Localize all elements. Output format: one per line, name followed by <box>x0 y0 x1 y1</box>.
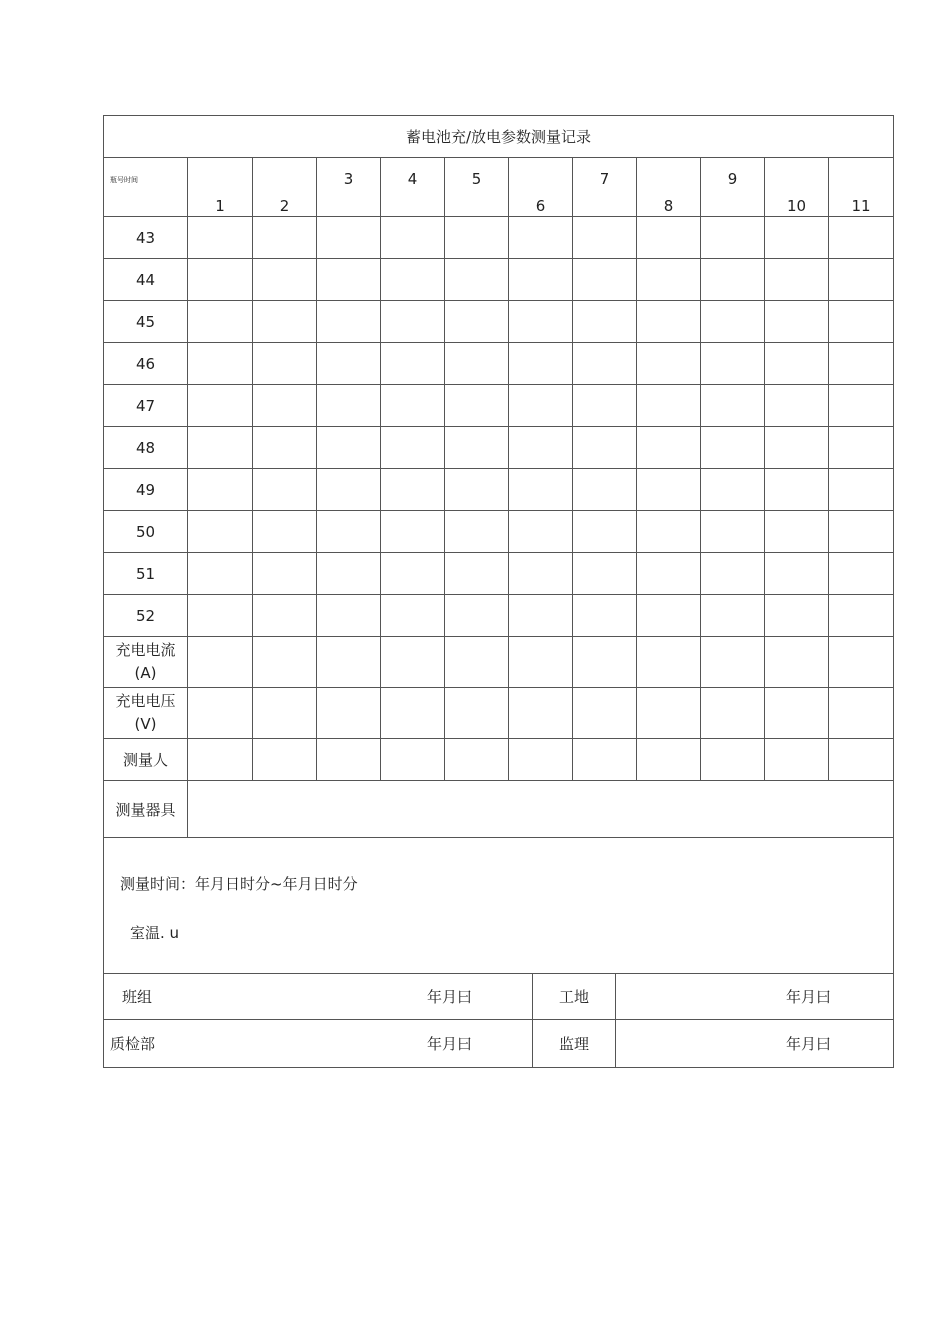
input-cell[interactable] <box>701 259 765 301</box>
input-cell[interactable] <box>701 595 765 637</box>
corner-header: 瓶号时间 <box>104 158 188 217</box>
input-cell[interactable] <box>253 553 317 595</box>
input-cell[interactable] <box>317 511 381 553</box>
input-cell[interactable] <box>381 511 445 553</box>
input-cell[interactable] <box>381 553 445 595</box>
notes-cell <box>104 838 894 974</box>
battery-number: 46 <box>104 343 188 385</box>
table-row <box>104 343 894 385</box>
table-row <box>104 427 894 469</box>
input-cell[interactable] <box>573 385 637 427</box>
input-cell[interactable] <box>573 637 637 688</box>
input-cell[interactable] <box>317 385 381 427</box>
input-cell[interactable] <box>829 739 894 781</box>
table-title: 蓄电池充/放电参数测量记录 <box>104 116 894 158</box>
input-cell[interactable] <box>381 259 445 301</box>
input-cell[interactable] <box>445 259 509 301</box>
input-cell[interactable] <box>253 511 317 553</box>
input-cell[interactable] <box>637 259 701 301</box>
input-cell[interactable] <box>188 469 253 511</box>
input-cell[interactable] <box>317 301 381 343</box>
charge-voltage-unit: (V) <box>134 715 157 733</box>
team-label: 班组 <box>104 974 274 1020</box>
supervisor-date: 年月曰 <box>616 1020 894 1068</box>
battery-number: 45 <box>104 301 188 343</box>
table-row <box>104 301 894 343</box>
input-cell[interactable] <box>573 217 637 259</box>
room-temp-text: 室温. u <box>130 924 180 942</box>
input-cell[interactable] <box>253 385 317 427</box>
input-cell[interactable] <box>445 511 509 553</box>
input-cell[interactable] <box>829 511 894 553</box>
charge-current-text: 充电电流 <box>115 641 176 659</box>
input-cell[interactable] <box>381 427 445 469</box>
input-cell[interactable] <box>381 301 445 343</box>
input-cell[interactable] <box>253 469 317 511</box>
input-cell[interactable] <box>829 385 894 427</box>
team-date: 年月曰 <box>274 974 533 1020</box>
input-cell[interactable] <box>188 739 253 781</box>
battery-number: 44 <box>104 259 188 301</box>
input-cell[interactable] <box>445 553 509 595</box>
input-cell[interactable] <box>829 688 894 739</box>
input-cell[interactable] <box>765 511 829 553</box>
instruments-label: 测量器具 <box>104 781 188 838</box>
charge-current-unit: (A) <box>134 664 157 682</box>
charge-voltage-label <box>104 688 188 739</box>
input-cell[interactable] <box>381 343 445 385</box>
input-cell[interactable] <box>253 301 317 343</box>
signature-table <box>103 973 894 1068</box>
input-cell[interactable] <box>829 343 894 385</box>
site-date: 年月曰 <box>616 974 894 1020</box>
table-row <box>104 469 894 511</box>
input-cell[interactable] <box>445 301 509 343</box>
input-cell[interactable] <box>637 595 701 637</box>
input-cell[interactable] <box>445 343 509 385</box>
record-sheet <box>103 115 893 1068</box>
input-cell[interactable] <box>188 427 253 469</box>
table-row <box>104 595 894 637</box>
input-cell[interactable] <box>188 301 253 343</box>
input-cell[interactable] <box>317 637 381 688</box>
input-cell[interactable] <box>765 553 829 595</box>
input-cell[interactable] <box>701 301 765 343</box>
input-cell[interactable] <box>573 511 637 553</box>
input-cell[interactable] <box>381 385 445 427</box>
column-header: 11 <box>829 158 894 217</box>
table-row <box>104 511 894 553</box>
input-cell[interactable] <box>573 595 637 637</box>
input-cell[interactable] <box>317 427 381 469</box>
qc-date: 年月曰 <box>274 1020 533 1068</box>
input-cell[interactable] <box>701 511 765 553</box>
input-cell[interactable] <box>765 469 829 511</box>
charge-voltage-row <box>104 688 894 739</box>
input-cell[interactable] <box>188 511 253 553</box>
input-cell[interactable] <box>573 469 637 511</box>
input-cell[interactable] <box>637 343 701 385</box>
battery-number: 43 <box>104 217 188 259</box>
input-cell[interactable] <box>637 637 701 688</box>
input-cell[interactable] <box>829 217 894 259</box>
battery-number: 49 <box>104 469 188 511</box>
input-cell[interactable] <box>509 637 573 688</box>
table-row <box>104 385 894 427</box>
column-header: 1 <box>188 158 253 217</box>
input-cell[interactable] <box>765 385 829 427</box>
qc-label: 质检部 <box>104 1020 274 1068</box>
input-cell[interactable] <box>765 343 829 385</box>
input-cell[interactable] <box>381 688 445 739</box>
input-cell[interactable] <box>509 688 573 739</box>
input-cell[interactable] <box>381 217 445 259</box>
input-cell[interactable] <box>637 739 701 781</box>
input-cell[interactable] <box>637 217 701 259</box>
column-header: 8 <box>637 158 701 217</box>
input-cell[interactable] <box>445 385 509 427</box>
input-cell[interactable] <box>317 595 381 637</box>
input-cell[interactable] <box>317 553 381 595</box>
input-cell[interactable] <box>317 343 381 385</box>
battery-number: 47 <box>104 385 188 427</box>
table-row <box>104 259 894 301</box>
input-cell[interactable] <box>317 217 381 259</box>
column-header: 3 <box>317 158 381 217</box>
input-cell[interactable] <box>381 739 445 781</box>
table-row <box>104 553 894 595</box>
column-header: 9 <box>701 158 765 217</box>
input-cell[interactable] <box>509 595 573 637</box>
input-cell[interactable] <box>509 469 573 511</box>
measurement-time-text: 测量时间：年月日时分~年月日时分 <box>120 875 358 893</box>
input-cell[interactable] <box>188 637 253 688</box>
input-cell[interactable] <box>765 217 829 259</box>
input-cell[interactable] <box>765 637 829 688</box>
battery-number: 51 <box>104 553 188 595</box>
input-cell[interactable] <box>829 553 894 595</box>
charge-current-row <box>104 637 894 688</box>
input-cell[interactable] <box>188 259 253 301</box>
input-cell[interactable] <box>445 688 509 739</box>
measurement-table <box>103 115 894 974</box>
input-cell[interactable] <box>701 427 765 469</box>
column-header: 2 <box>253 158 317 217</box>
input-cell[interactable] <box>253 688 317 739</box>
input-cell[interactable] <box>573 301 637 343</box>
input-cell[interactable] <box>188 688 253 739</box>
input-cell[interactable] <box>188 343 253 385</box>
input-cell[interactable] <box>317 469 381 511</box>
input-cell[interactable] <box>253 259 317 301</box>
table-row <box>104 217 894 259</box>
input-cell[interactable] <box>445 217 509 259</box>
input-cell[interactable] <box>509 739 573 781</box>
input-cell[interactable] <box>637 469 701 511</box>
input-cell[interactable] <box>381 469 445 511</box>
input-cell[interactable] <box>253 217 317 259</box>
input-cell[interactable] <box>509 259 573 301</box>
input-cell[interactable] <box>701 385 765 427</box>
input-cell[interactable] <box>637 553 701 595</box>
input-cell[interactable] <box>573 739 637 781</box>
input-cell[interactable] <box>445 427 509 469</box>
input-cell[interactable] <box>509 511 573 553</box>
supervisor-label: 监理 <box>533 1020 616 1068</box>
input-cell[interactable] <box>445 739 509 781</box>
input-cell[interactable] <box>637 688 701 739</box>
instruments-row <box>104 781 894 838</box>
input-cell[interactable] <box>188 595 253 637</box>
input-cell[interactable] <box>701 469 765 511</box>
input-cell[interactable] <box>253 343 317 385</box>
input-cell[interactable] <box>765 301 829 343</box>
input-cell[interactable] <box>765 595 829 637</box>
input-cell[interactable] <box>253 637 317 688</box>
input-cell[interactable] <box>765 259 829 301</box>
input-cell[interactable] <box>381 595 445 637</box>
input-cell[interactable] <box>637 301 701 343</box>
input-cell[interactable] <box>381 637 445 688</box>
signature-row <box>104 974 894 1020</box>
input-cell[interactable] <box>188 385 253 427</box>
input-cell[interactable] <box>188 217 253 259</box>
charge-current-label <box>104 637 188 688</box>
input-cell[interactable] <box>765 427 829 469</box>
measurer-label: 测量人 <box>104 739 188 781</box>
battery-number: 50 <box>104 511 188 553</box>
input-cell[interactable] <box>829 595 894 637</box>
input-cell[interactable] <box>765 688 829 739</box>
input-cell[interactable] <box>253 595 317 637</box>
input-cell[interactable] <box>253 739 317 781</box>
input-cell[interactable] <box>509 553 573 595</box>
column-header: 5 <box>445 158 509 217</box>
header-row <box>104 158 894 217</box>
site-label: 工地 <box>533 974 616 1020</box>
input-cell[interactable] <box>829 469 894 511</box>
column-header: 6 <box>509 158 573 217</box>
input-cell[interactable] <box>573 427 637 469</box>
instruments-input[interactable] <box>188 781 894 838</box>
input-cell[interactable] <box>701 688 765 739</box>
column-header: 10 <box>765 158 829 217</box>
input-cell[interactable] <box>701 217 765 259</box>
input-cell[interactable] <box>188 553 253 595</box>
input-cell[interactable] <box>701 739 765 781</box>
input-cell[interactable] <box>317 688 381 739</box>
input-cell[interactable] <box>573 553 637 595</box>
input-cell[interactable] <box>445 637 509 688</box>
input-cell[interactable] <box>637 385 701 427</box>
input-cell[interactable] <box>317 259 381 301</box>
input-cell[interactable] <box>445 469 509 511</box>
input-cell[interactable] <box>509 343 573 385</box>
input-cell[interactable] <box>509 217 573 259</box>
input-cell[interactable] <box>829 259 894 301</box>
column-header: 7 <box>573 158 637 217</box>
input-cell[interactable] <box>701 343 765 385</box>
input-cell[interactable] <box>573 688 637 739</box>
input-cell[interactable] <box>509 301 573 343</box>
input-cell[interactable] <box>701 553 765 595</box>
input-cell[interactable] <box>829 301 894 343</box>
battery-number: 52 <box>104 595 188 637</box>
input-cell[interactable] <box>701 637 765 688</box>
battery-number: 48 <box>104 427 188 469</box>
input-cell[interactable] <box>573 259 637 301</box>
input-cell[interactable] <box>637 511 701 553</box>
input-cell[interactable] <box>317 739 381 781</box>
input-cell[interactable] <box>509 427 573 469</box>
signature-row <box>104 1020 894 1068</box>
input-cell[interactable] <box>509 385 573 427</box>
input-cell[interactable] <box>637 427 701 469</box>
input-cell[interactable] <box>829 427 894 469</box>
input-cell[interactable] <box>573 343 637 385</box>
input-cell[interactable] <box>765 739 829 781</box>
input-cell[interactable] <box>253 427 317 469</box>
input-cell[interactable] <box>445 595 509 637</box>
measurer-row <box>104 739 894 781</box>
input-cell[interactable] <box>829 637 894 688</box>
column-header: 4 <box>381 158 445 217</box>
charge-voltage-text: 充电电压 <box>115 692 176 710</box>
